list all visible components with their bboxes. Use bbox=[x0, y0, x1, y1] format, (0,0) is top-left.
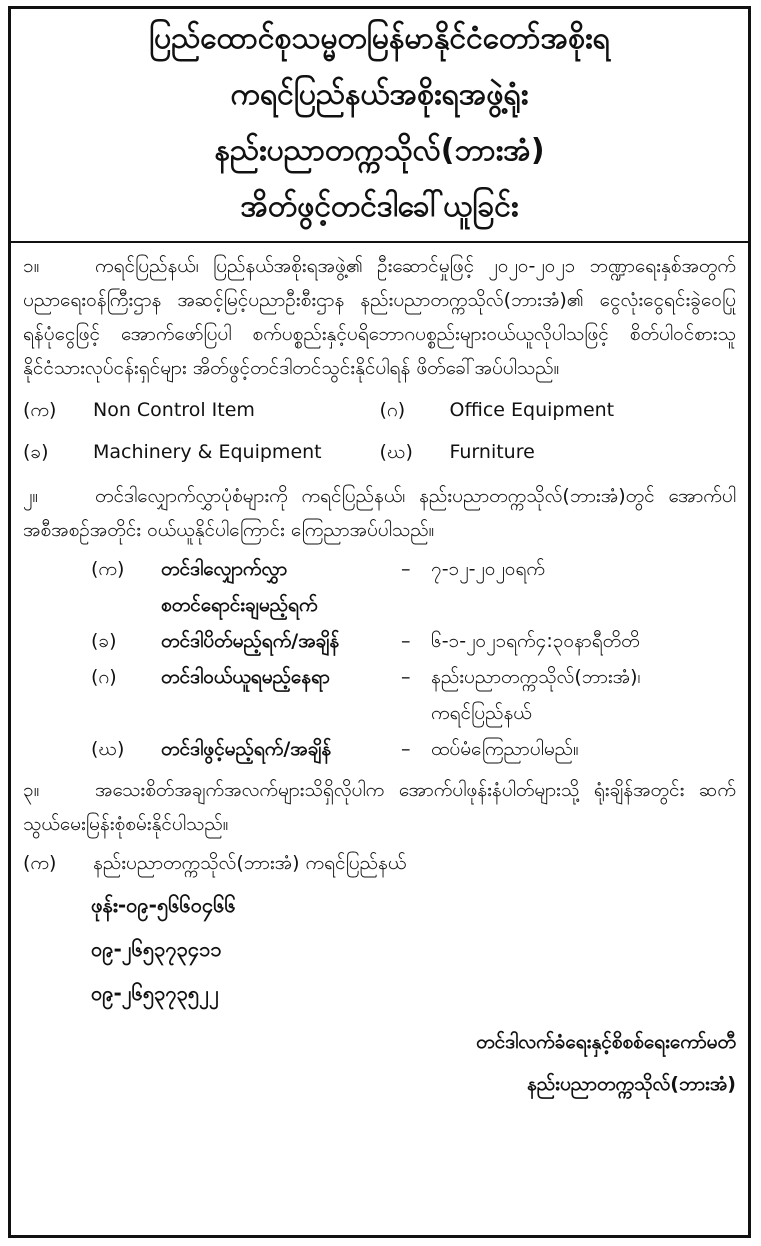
signature-block bbox=[11, 1021, 748, 1105]
title-line-1: ပြည်ထောင်စုသမ္မတမြန်မာနိုင်ငံတော်အစိုးရ bbox=[149, 21, 610, 56]
schedule-marker: (က) bbox=[91, 558, 125, 580]
schedule-label: တင်ဒါဝယ်ယူရမည့်နေရာ bbox=[161, 666, 330, 688]
signature-committee: တင်ဒါလက်ခံရေးနှင့်စိစစ်ရေးကော်မတီ bbox=[476, 1031, 736, 1053]
paragraph-1-number: ၁။ bbox=[23, 255, 40, 277]
schedule-value bbox=[431, 587, 748, 623]
schedule-value: ၆-၁-၂၀၂၁ရက်၄:၃၀နာရီတိတိ bbox=[431, 630, 640, 652]
paragraph-3 bbox=[11, 773, 748, 841]
item-office-equipment bbox=[380, 389, 737, 431]
item-label: Office Equipment bbox=[449, 399, 615, 421]
schedule-label: တင်ဒါဖွင့်မည့်ရက်/အချိန် bbox=[161, 738, 332, 760]
contact-row bbox=[23, 843, 736, 883]
schedule-dash: – bbox=[401, 666, 411, 688]
phone-number: ၀၉-၂၆၅၃၇၃၄၁၁ bbox=[91, 937, 222, 961]
title-line-3: နည်းပညာတက္ကသိုလ်(ဘားအံ) bbox=[214, 133, 545, 168]
schedule-label: တင်ဒါပိတ်မည့်ရက်/အချိန် bbox=[161, 630, 340, 652]
schedule-marker: (ခ) bbox=[91, 630, 117, 652]
item-marker: (ဂ) bbox=[379, 399, 406, 421]
paragraph-2-number: ၂။ bbox=[23, 485, 39, 507]
item-machinery bbox=[23, 431, 380, 473]
contact-name: နည်းပညာတက္ကသိုလ်(ဘားအံ) ကရင်ပြည်နယ် bbox=[93, 852, 407, 874]
notice-title bbox=[11, 11, 748, 235]
schedule-row bbox=[11, 587, 748, 623]
item-list bbox=[11, 389, 748, 473]
schedule-row bbox=[11, 551, 748, 587]
schedule-value: ၇-၁၂-၂၀၂၀ရက် bbox=[431, 558, 545, 580]
signature-institution: နည်းပညာတက္ကသိုလ်(ဘားအံ) bbox=[526, 1073, 736, 1095]
schedule-marker: (ဂ) bbox=[91, 666, 117, 688]
item-non-control bbox=[23, 389, 380, 431]
schedule-marker: (ဃ) bbox=[91, 738, 125, 760]
schedule-dash: – bbox=[401, 558, 411, 580]
paragraph-2 bbox=[11, 479, 748, 547]
schedule-dash bbox=[401, 587, 431, 623]
phone-number: ဖုန်း-၀၉-၅၆၆၀၄၆၆ bbox=[91, 893, 236, 917]
title-line-2: ကရင်ပြည်နယ်အစိုးရအဖွဲ့ရုံး bbox=[230, 77, 529, 112]
item-label: Non Control Item bbox=[93, 399, 255, 421]
item-marker: (က) bbox=[23, 399, 57, 421]
paragraph-2-text: တင်ဒါလျှောက်လွှာပုံစံများကို ကရင်ပြည်နယ်၊ နည်းပညာတက္ကသိုလ်(ဘားအံ)တွင် အောက်ပါ အစီအစဉ်အတိုင်း ဝယ်ယူနိုင်ပါကြောင်း ကြေညာအပ်ပါသည်။ bbox=[23, 485, 736, 541]
phone-list bbox=[11, 883, 748, 1015]
paragraph-3-text: အသေးစိတ်အချက်အလက်များသိရှိလိုပါက အောက်ပါဖုန်းနံပါတ်များသို့ ရုံးချိန်အတွင်း ဆက်သွယ်မေးမြန်းစုံစမ်းနိုင်ပါသည်။ bbox=[23, 779, 736, 835]
paragraph-3-number: ၃။ bbox=[23, 779, 40, 801]
schedule-row bbox=[11, 623, 748, 659]
schedule-label: စတင်ရောင်းချမည့်ရက် bbox=[161, 594, 318, 616]
schedule-value: ကရင်ပြည်နယ် bbox=[431, 702, 532, 724]
item-furniture bbox=[380, 431, 737, 473]
schedule-label: တင်ဒါလျှောက်လွှာ bbox=[161, 558, 288, 580]
phone-number: ၀၉-၂၆၅၃၇၃၅၂၂ bbox=[91, 981, 219, 1005]
schedule-row bbox=[11, 695, 748, 731]
schedule-row bbox=[11, 731, 748, 767]
schedule-value: နည်းပညာတက္ကသိုလ်(ဘားအံ)၊ bbox=[431, 666, 641, 688]
schedule-list bbox=[11, 551, 748, 767]
schedule-marker bbox=[91, 587, 161, 623]
item-marker: (ခ) bbox=[23, 441, 49, 463]
title-line-4: အိတ်ဖွင့်တင်ဒါခေါ်ယူခြင်း bbox=[240, 189, 519, 224]
item-label: Furniture bbox=[449, 441, 535, 463]
schedule-row bbox=[11, 659, 748, 695]
schedule-dash: – bbox=[401, 738, 411, 760]
title-divider bbox=[11, 241, 748, 243]
item-label: Machinery & Equipment bbox=[93, 441, 322, 463]
schedule-label bbox=[161, 695, 401, 731]
schedule-dash: – bbox=[401, 630, 411, 652]
paragraph-1-text: ကရင်ပြည်နယ်၊ ပြည်နယ်အစိုးရအဖွဲ့၏ ဦးဆောင်မှုဖြင့် ၂၀၂၀-၂၀၂၁ ဘဏ္ဍာရေးနှစ်အတွက် ပညာရေးဝန်ကြီးဌာန အဆင့်မြင့်ပညာဦးစီးဌာန နည်းပညာတက္ကသိုလ်(ဘားအံ)၏ ငွေလုံးငွေရင်းခွဲဝေပြုရန်ပုံငွေဖြင့် အောက်ဖော်ပြပါ စက်ပစ္စည်းနှင့်ပရိဘောဂပစ္စည်းများဝယ်ယူလိုပါသဖြင့် စိတ်ပါဝင်စားသူ နိုင်ငံသားလုပ်ငန်းရှင်များ အိတ်ဖွင့်တင်ဒါတင်သွင်းနိုင်ပါရန် ဖိတ်ခေါ်အပ်ပါသည်။ bbox=[23, 255, 736, 379]
item-marker: (ဃ) bbox=[379, 441, 413, 463]
tender-notice bbox=[8, 6, 751, 1238]
schedule-marker bbox=[91, 695, 161, 731]
schedule-value: ထပ်မံကြေညာပါမည်။ bbox=[431, 738, 579, 760]
schedule-dash bbox=[401, 695, 431, 731]
contact-marker: (က) bbox=[23, 852, 57, 874]
contact-block bbox=[11, 843, 748, 883]
paragraph-1 bbox=[11, 249, 748, 385]
